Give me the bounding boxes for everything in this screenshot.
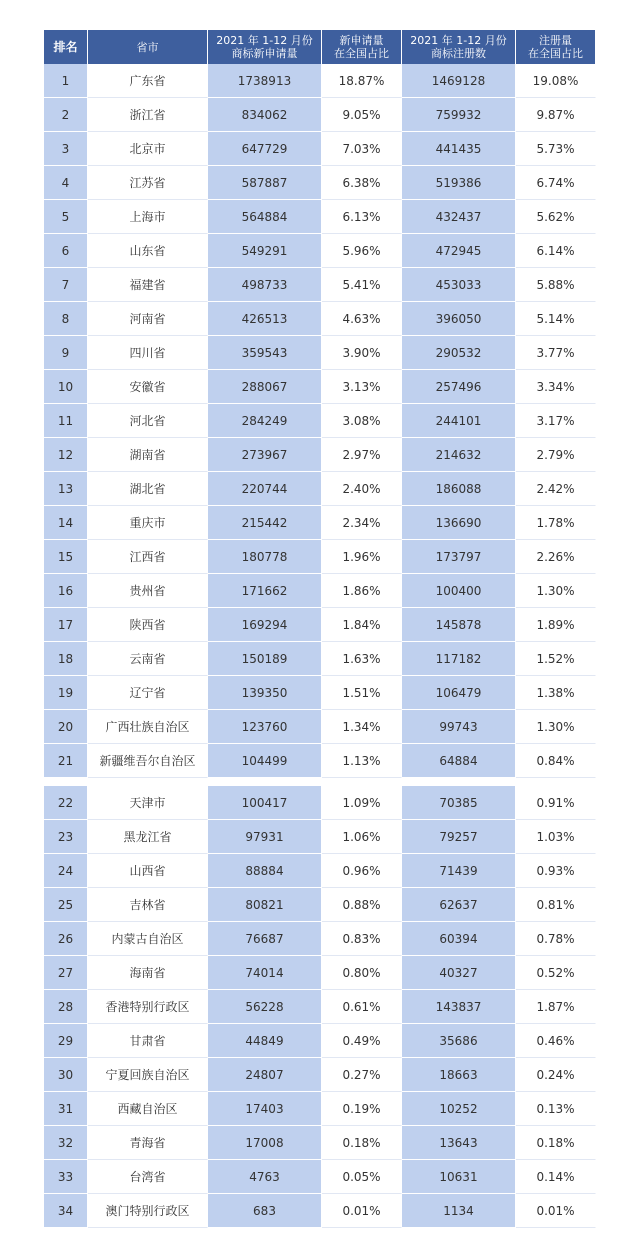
registrations-cell: 396050 — [402, 302, 516, 336]
rank-cell: 20 — [44, 710, 88, 744]
region-cell: 云南省 — [88, 642, 208, 676]
app-share-cell: 0.49% — [322, 1024, 402, 1058]
registrations-cell: 60394 — [402, 922, 516, 956]
region-cell: 香港特别行政区 — [88, 990, 208, 1024]
reg-share-cell: 0.01% — [516, 1194, 596, 1228]
region-cell: 天津市 — [88, 786, 208, 820]
registrations-cell: 79257 — [402, 820, 516, 854]
region-cell: 安徽省 — [88, 370, 208, 404]
registrations-cell: 64884 — [402, 744, 516, 778]
header-region: 省市 — [88, 30, 208, 64]
table-row — [44, 820, 596, 854]
reg-share-cell: 1.89% — [516, 608, 596, 642]
region-cell: 内蒙古自治区 — [88, 922, 208, 956]
header-app-share: 新申请量 在全国占比 — [322, 30, 402, 64]
applications-cell: 97931 — [208, 820, 322, 854]
applications-cell: 564884 — [208, 200, 322, 234]
registrations-cell: 214632 — [402, 438, 516, 472]
app-share-cell: 1.63% — [322, 642, 402, 676]
applications-cell: 104499 — [208, 744, 322, 778]
app-share-cell: 7.03% — [322, 132, 402, 166]
table-row — [44, 854, 596, 888]
region-cell: 湖南省 — [88, 438, 208, 472]
table-row — [44, 744, 596, 778]
table-row — [44, 98, 596, 132]
registrations-cell: 759932 — [402, 98, 516, 132]
applications-cell: 647729 — [208, 132, 322, 166]
applications-cell: 88884 — [208, 854, 322, 888]
app-share-cell: 0.19% — [322, 1092, 402, 1126]
reg-share-cell: 1.52% — [516, 642, 596, 676]
region-cell: 广东省 — [88, 64, 208, 98]
applications-cell: 284249 — [208, 404, 322, 438]
rank-cell: 5 — [44, 200, 88, 234]
region-cell: 湖北省 — [88, 472, 208, 506]
rank-cell: 17 — [44, 608, 88, 642]
app-share-cell: 18.87% — [322, 64, 402, 98]
region-cell: 江西省 — [88, 540, 208, 574]
app-share-cell: 0.96% — [322, 854, 402, 888]
app-share-cell: 1.34% — [322, 710, 402, 744]
applications-cell: 139350 — [208, 676, 322, 710]
reg-share-cell: 19.08% — [516, 64, 596, 98]
app-share-cell: 6.13% — [322, 200, 402, 234]
table-row — [44, 1126, 596, 1160]
rank-cell: 24 — [44, 854, 88, 888]
app-share-cell: 2.97% — [322, 438, 402, 472]
registrations-cell: 519386 — [402, 166, 516, 200]
rank-cell: 28 — [44, 990, 88, 1024]
region-cell: 浙江省 — [88, 98, 208, 132]
registrations-cell: 1134 — [402, 1194, 516, 1228]
region-cell: 海南省 — [88, 956, 208, 990]
table-row — [44, 642, 596, 676]
rank-cell: 8 — [44, 302, 88, 336]
applications-cell: 288067 — [208, 370, 322, 404]
reg-share-cell: 9.87% — [516, 98, 596, 132]
registrations-cell: 70385 — [402, 786, 516, 820]
region-cell: 黑龙江省 — [88, 820, 208, 854]
applications-cell: 549291 — [208, 234, 322, 268]
app-share-cell: 0.18% — [322, 1126, 402, 1160]
table-row — [44, 438, 596, 472]
table-row — [44, 1058, 596, 1092]
section-gap — [44, 778, 596, 786]
registrations-cell: 13643 — [402, 1126, 516, 1160]
registrations-cell: 441435 — [402, 132, 516, 166]
table-row — [44, 1092, 596, 1126]
region-cell: 陕西省 — [88, 608, 208, 642]
app-share-cell: 2.34% — [322, 506, 402, 540]
app-share-cell: 2.40% — [322, 472, 402, 506]
applications-cell: 44849 — [208, 1024, 322, 1058]
header-registrations: 2021 年 1-12 月份 商标注册数 — [402, 30, 516, 64]
applications-cell: 1738913 — [208, 64, 322, 98]
reg-share-cell: 3.17% — [516, 404, 596, 438]
rank-cell: 34 — [44, 1194, 88, 1228]
rank-cell: 2 — [44, 98, 88, 132]
region-cell: 河北省 — [88, 404, 208, 438]
region-cell: 四川省 — [88, 336, 208, 370]
table-row — [44, 1194, 596, 1228]
reg-share-cell: 5.62% — [516, 200, 596, 234]
region-cell: 西藏自治区 — [88, 1092, 208, 1126]
applications-cell: 220744 — [208, 472, 322, 506]
rank-cell: 16 — [44, 574, 88, 608]
app-share-cell: 1.09% — [322, 786, 402, 820]
table-row — [44, 1024, 596, 1058]
table-row — [44, 336, 596, 370]
table-row — [44, 404, 596, 438]
registrations-cell: 35686 — [402, 1024, 516, 1058]
reg-share-cell: 1.38% — [516, 676, 596, 710]
applications-cell: 359543 — [208, 336, 322, 370]
rank-cell: 26 — [44, 922, 88, 956]
reg-share-cell: 0.78% — [516, 922, 596, 956]
rank-cell: 27 — [44, 956, 88, 990]
table-row — [44, 132, 596, 166]
applications-cell: 76687 — [208, 922, 322, 956]
applications-cell: 74014 — [208, 956, 322, 990]
applications-cell: 683 — [208, 1194, 322, 1228]
region-cell: 台湾省 — [88, 1160, 208, 1194]
registrations-cell: 257496 — [402, 370, 516, 404]
region-cell: 北京市 — [88, 132, 208, 166]
table-row — [44, 472, 596, 506]
region-cell: 福建省 — [88, 268, 208, 302]
table-row — [44, 166, 596, 200]
region-cell: 新疆维吾尔自治区 — [88, 744, 208, 778]
rank-cell: 3 — [44, 132, 88, 166]
registrations-cell: 145878 — [402, 608, 516, 642]
reg-share-cell: 5.88% — [516, 268, 596, 302]
rank-cell: 25 — [44, 888, 88, 922]
reg-share-cell: 0.91% — [516, 786, 596, 820]
region-cell: 贵州省 — [88, 574, 208, 608]
rank-cell: 15 — [44, 540, 88, 574]
reg-share-cell: 6.14% — [516, 234, 596, 268]
registrations-cell: 143837 — [402, 990, 516, 1024]
registrations-cell: 99743 — [402, 710, 516, 744]
registrations-cell: 136690 — [402, 506, 516, 540]
header-applications: 2021 年 1-12 月份 商标新申请量 — [208, 30, 322, 64]
app-share-cell: 0.80% — [322, 956, 402, 990]
table-row — [44, 234, 596, 268]
table-row — [44, 608, 596, 642]
app-share-cell: 1.84% — [322, 608, 402, 642]
reg-share-cell: 6.74% — [516, 166, 596, 200]
table-row — [44, 786, 596, 820]
registrations-cell: 10252 — [402, 1092, 516, 1126]
app-share-cell: 3.90% — [322, 336, 402, 370]
app-share-cell: 5.41% — [322, 268, 402, 302]
reg-share-cell: 2.26% — [516, 540, 596, 574]
app-share-cell: 0.88% — [322, 888, 402, 922]
reg-share-cell: 0.84% — [516, 744, 596, 778]
table-row — [44, 200, 596, 234]
app-share-cell: 5.96% — [322, 234, 402, 268]
rank-cell: 6 — [44, 234, 88, 268]
reg-share-cell: 0.14% — [516, 1160, 596, 1194]
app-share-cell: 3.13% — [322, 370, 402, 404]
rank-cell: 21 — [44, 744, 88, 778]
applications-cell: 273967 — [208, 438, 322, 472]
applications-cell: 56228 — [208, 990, 322, 1024]
registrations-cell: 106479 — [402, 676, 516, 710]
region-cell: 广西壮族自治区 — [88, 710, 208, 744]
reg-share-cell: 2.79% — [516, 438, 596, 472]
region-cell: 甘肃省 — [88, 1024, 208, 1058]
app-share-cell: 9.05% — [322, 98, 402, 132]
reg-share-cell: 5.14% — [516, 302, 596, 336]
app-share-cell: 6.38% — [322, 166, 402, 200]
app-share-cell: 1.51% — [322, 676, 402, 710]
rank-cell: 18 — [44, 642, 88, 676]
rank-cell: 31 — [44, 1092, 88, 1126]
applications-cell: 426513 — [208, 302, 322, 336]
rank-cell: 12 — [44, 438, 88, 472]
rank-cell: 4 — [44, 166, 88, 200]
applications-cell: 100417 — [208, 786, 322, 820]
registrations-cell: 432437 — [402, 200, 516, 234]
app-share-cell: 4.63% — [322, 302, 402, 336]
region-cell: 山东省 — [88, 234, 208, 268]
table-row — [44, 956, 596, 990]
reg-share-cell: 0.46% — [516, 1024, 596, 1058]
reg-share-cell: 1.30% — [516, 574, 596, 608]
reg-share-cell: 0.24% — [516, 1058, 596, 1092]
registrations-cell: 1469128 — [402, 64, 516, 98]
registrations-cell: 186088 — [402, 472, 516, 506]
table-row — [44, 64, 596, 98]
registrations-cell: 173797 — [402, 540, 516, 574]
region-cell: 澳门特别行政区 — [88, 1194, 208, 1228]
region-cell: 重庆市 — [88, 506, 208, 540]
reg-share-cell: 1.78% — [516, 506, 596, 540]
app-share-cell: 1.06% — [322, 820, 402, 854]
registrations-cell: 453033 — [402, 268, 516, 302]
applications-cell: 498733 — [208, 268, 322, 302]
registrations-cell: 62637 — [402, 888, 516, 922]
applications-cell: 4763 — [208, 1160, 322, 1194]
reg-share-cell: 0.13% — [516, 1092, 596, 1126]
region-cell: 辽宁省 — [88, 676, 208, 710]
region-cell: 宁夏回族自治区 — [88, 1058, 208, 1092]
rank-cell: 14 — [44, 506, 88, 540]
applications-cell: 17403 — [208, 1092, 322, 1126]
rank-cell: 10 — [44, 370, 88, 404]
table-row — [44, 268, 596, 302]
table-header — [44, 30, 596, 64]
applications-cell: 24807 — [208, 1058, 322, 1092]
applications-cell: 834062 — [208, 98, 322, 132]
region-cell: 吉林省 — [88, 888, 208, 922]
reg-share-cell: 0.93% — [516, 854, 596, 888]
reg-share-cell: 3.34% — [516, 370, 596, 404]
table-row — [44, 676, 596, 710]
reg-share-cell: 1.30% — [516, 710, 596, 744]
registrations-cell: 18663 — [402, 1058, 516, 1092]
rank-cell: 33 — [44, 1160, 88, 1194]
reg-share-cell: 5.73% — [516, 132, 596, 166]
rank-cell: 30 — [44, 1058, 88, 1092]
app-share-cell: 0.01% — [322, 1194, 402, 1228]
applications-cell: 215442 — [208, 506, 322, 540]
region-cell: 河南省 — [88, 302, 208, 336]
table-row — [44, 506, 596, 540]
app-share-cell: 1.13% — [322, 744, 402, 778]
reg-share-cell: 2.42% — [516, 472, 596, 506]
rank-cell: 22 — [44, 786, 88, 820]
applications-cell: 169294 — [208, 608, 322, 642]
rank-cell: 29 — [44, 1024, 88, 1058]
app-share-cell: 1.86% — [322, 574, 402, 608]
registrations-cell: 472945 — [402, 234, 516, 268]
app-share-cell: 3.08% — [322, 404, 402, 438]
registrations-cell: 100400 — [402, 574, 516, 608]
applications-cell: 171662 — [208, 574, 322, 608]
table-row — [44, 302, 596, 336]
table-row — [44, 574, 596, 608]
region-cell: 江苏省 — [88, 166, 208, 200]
region-cell: 上海市 — [88, 200, 208, 234]
rank-cell: 11 — [44, 404, 88, 438]
table-row — [44, 888, 596, 922]
rank-cell: 32 — [44, 1126, 88, 1160]
reg-share-cell: 0.81% — [516, 888, 596, 922]
registrations-cell: 117182 — [402, 642, 516, 676]
rank-cell: 19 — [44, 676, 88, 710]
applications-cell: 80821 — [208, 888, 322, 922]
rank-cell: 23 — [44, 820, 88, 854]
applications-cell: 123760 — [208, 710, 322, 744]
app-share-cell: 0.83% — [322, 922, 402, 956]
region-cell: 青海省 — [88, 1126, 208, 1160]
applications-cell: 180778 — [208, 540, 322, 574]
table-row — [44, 540, 596, 574]
app-share-cell: 0.61% — [322, 990, 402, 1024]
reg-share-cell: 3.77% — [516, 336, 596, 370]
registrations-cell: 40327 — [402, 956, 516, 990]
header-rank: 排名 — [44, 30, 88, 64]
reg-share-cell: 1.03% — [516, 820, 596, 854]
registrations-cell: 10631 — [402, 1160, 516, 1194]
registrations-cell: 244101 — [402, 404, 516, 438]
app-share-cell: 1.96% — [322, 540, 402, 574]
applications-cell: 150189 — [208, 642, 322, 676]
app-share-cell: 0.05% — [322, 1160, 402, 1194]
trademark-stats-table — [44, 30, 596, 1228]
table-row — [44, 1160, 596, 1194]
applications-cell: 17008 — [208, 1126, 322, 1160]
header-reg-share: 注册量 在全国占比 — [516, 30, 596, 64]
table-row — [44, 710, 596, 744]
table-row — [44, 922, 596, 956]
table-row — [44, 990, 596, 1024]
rank-cell: 13 — [44, 472, 88, 506]
registrations-cell: 71439 — [402, 854, 516, 888]
table-body — [44, 64, 596, 1228]
rank-cell: 7 — [44, 268, 88, 302]
applications-cell: 587887 — [208, 166, 322, 200]
app-share-cell: 0.27% — [322, 1058, 402, 1092]
registrations-cell: 290532 — [402, 336, 516, 370]
region-cell: 山西省 — [88, 854, 208, 888]
reg-share-cell: 0.18% — [516, 1126, 596, 1160]
rank-cell: 1 — [44, 64, 88, 98]
table-row — [44, 370, 596, 404]
reg-share-cell: 1.87% — [516, 990, 596, 1024]
rank-cell: 9 — [44, 336, 88, 370]
reg-share-cell: 0.52% — [516, 956, 596, 990]
